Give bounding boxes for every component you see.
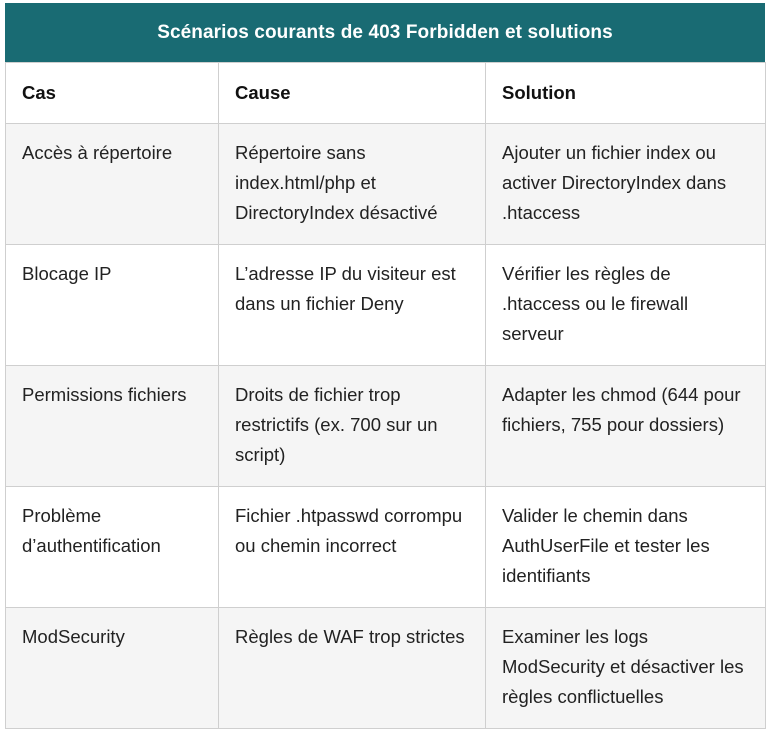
cell-cause: Droits de fichier trop restrictifs (ex. 700 sur un script) <box>219 366 486 487</box>
scenarios-table <box>5 62 766 729</box>
cell-cas: Blocage IP <box>6 245 219 366</box>
table-header-row <box>6 63 766 124</box>
cell-cause: Fichier .htpasswd corrompu ou chemin incorrect <box>219 487 486 608</box>
header-cas: Cas <box>6 63 219 124</box>
header-solution: Solution <box>486 63 766 124</box>
cell-solution: Adapter les chmod (644 pour fichiers, 755 pour dossiers) <box>486 366 766 487</box>
table-row <box>6 608 766 729</box>
table-row <box>6 124 766 245</box>
table-row <box>6 366 766 487</box>
cell-cas: Accès à répertoire <box>6 124 219 245</box>
cell-solution: Vérifier les règles de .htaccess ou le firewall serveur <box>486 245 766 366</box>
cell-solution: Valider le chemin dans AuthUserFile et tester les identifiants <box>486 487 766 608</box>
cell-cas: Permissions fichiers <box>6 366 219 487</box>
cell-cas: ModSecurity <box>6 608 219 729</box>
scenarios-table-container <box>5 3 765 729</box>
cell-solution: Examiner les logs ModSecurity et désactiver les règles conflictuelles <box>486 608 766 729</box>
table-title: Scénarios courants de 403 Forbidden et solutions <box>5 3 765 62</box>
cell-cas: Problème d’authentification <box>6 487 219 608</box>
cell-cause: Répertoire sans index.html/php et DirectoryIndex désactivé <box>219 124 486 245</box>
cell-cause: L’adresse IP du visiteur est dans un fichier Deny <box>219 245 486 366</box>
cell-solution: Ajouter un fichier index ou activer DirectoryIndex dans .htaccess <box>486 124 766 245</box>
table-row <box>6 487 766 608</box>
table-row <box>6 245 766 366</box>
header-cause: Cause <box>219 63 486 124</box>
cell-cause: Règles de WAF trop strictes <box>219 608 486 729</box>
